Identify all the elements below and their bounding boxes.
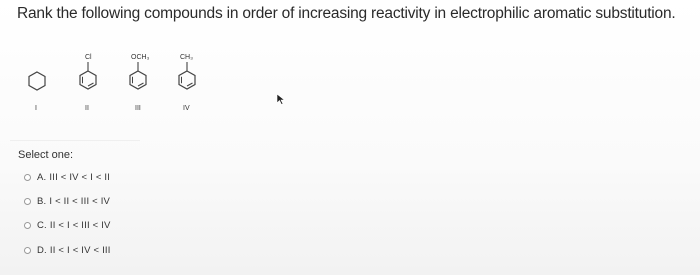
compound-iii: [128, 62, 148, 92]
radio-button-icon[interactable]: [24, 198, 31, 205]
benzene-ring-icon: [78, 62, 98, 92]
radio-button-icon[interactable]: [24, 247, 31, 254]
compound-iii-substituent: OCH₃: [131, 54, 150, 61]
compound-iv: [177, 62, 197, 92]
compound-i-label: I: [35, 105, 37, 112]
question-text: Rank the following compounds in order of increasing reactivity in electrophilic aromatic substitution.: [17, 5, 676, 22]
compound-iv-substituent: CH₃: [180, 54, 193, 61]
radio-button-icon[interactable]: [24, 222, 31, 229]
structures-row: [0, 0, 700, 130]
option-d-text: II < I < IV < III: [49, 244, 111, 256]
option-a-text: III < IV < I < II: [49, 171, 111, 183]
option-c[interactable]: [24, 218, 111, 232]
option-c-text: II < I < III < IV: [49, 219, 111, 231]
option-b-text: I < II < III < IV: [49, 195, 111, 207]
compound-iv-label: IV: [183, 105, 190, 112]
compound-i: [27, 70, 47, 92]
mouse-cursor-icon: [276, 93, 286, 105]
select-one-label: Select one:: [18, 149, 74, 161]
benzene-ring-icon: [128, 62, 148, 92]
option-b-letter: B.: [37, 195, 47, 207]
compound-iii-label: III: [135, 105, 141, 112]
option-d[interactable]: [24, 243, 111, 257]
benzene-ring-icon: [27, 70, 47, 92]
radio-button-icon[interactable]: [24, 174, 31, 181]
option-c-letter: C.: [37, 219, 47, 231]
benzene-ring-icon: [177, 62, 197, 92]
compound-ii: [78, 62, 98, 92]
option-a[interactable]: [24, 170, 110, 184]
compound-ii-substituent: Cl: [85, 54, 92, 61]
option-a-letter: A.: [37, 171, 47, 183]
option-b[interactable]: [24, 194, 110, 208]
option-d-letter: D.: [37, 244, 47, 256]
divider: [10, 140, 140, 141]
compound-ii-label: II: [85, 105, 89, 112]
